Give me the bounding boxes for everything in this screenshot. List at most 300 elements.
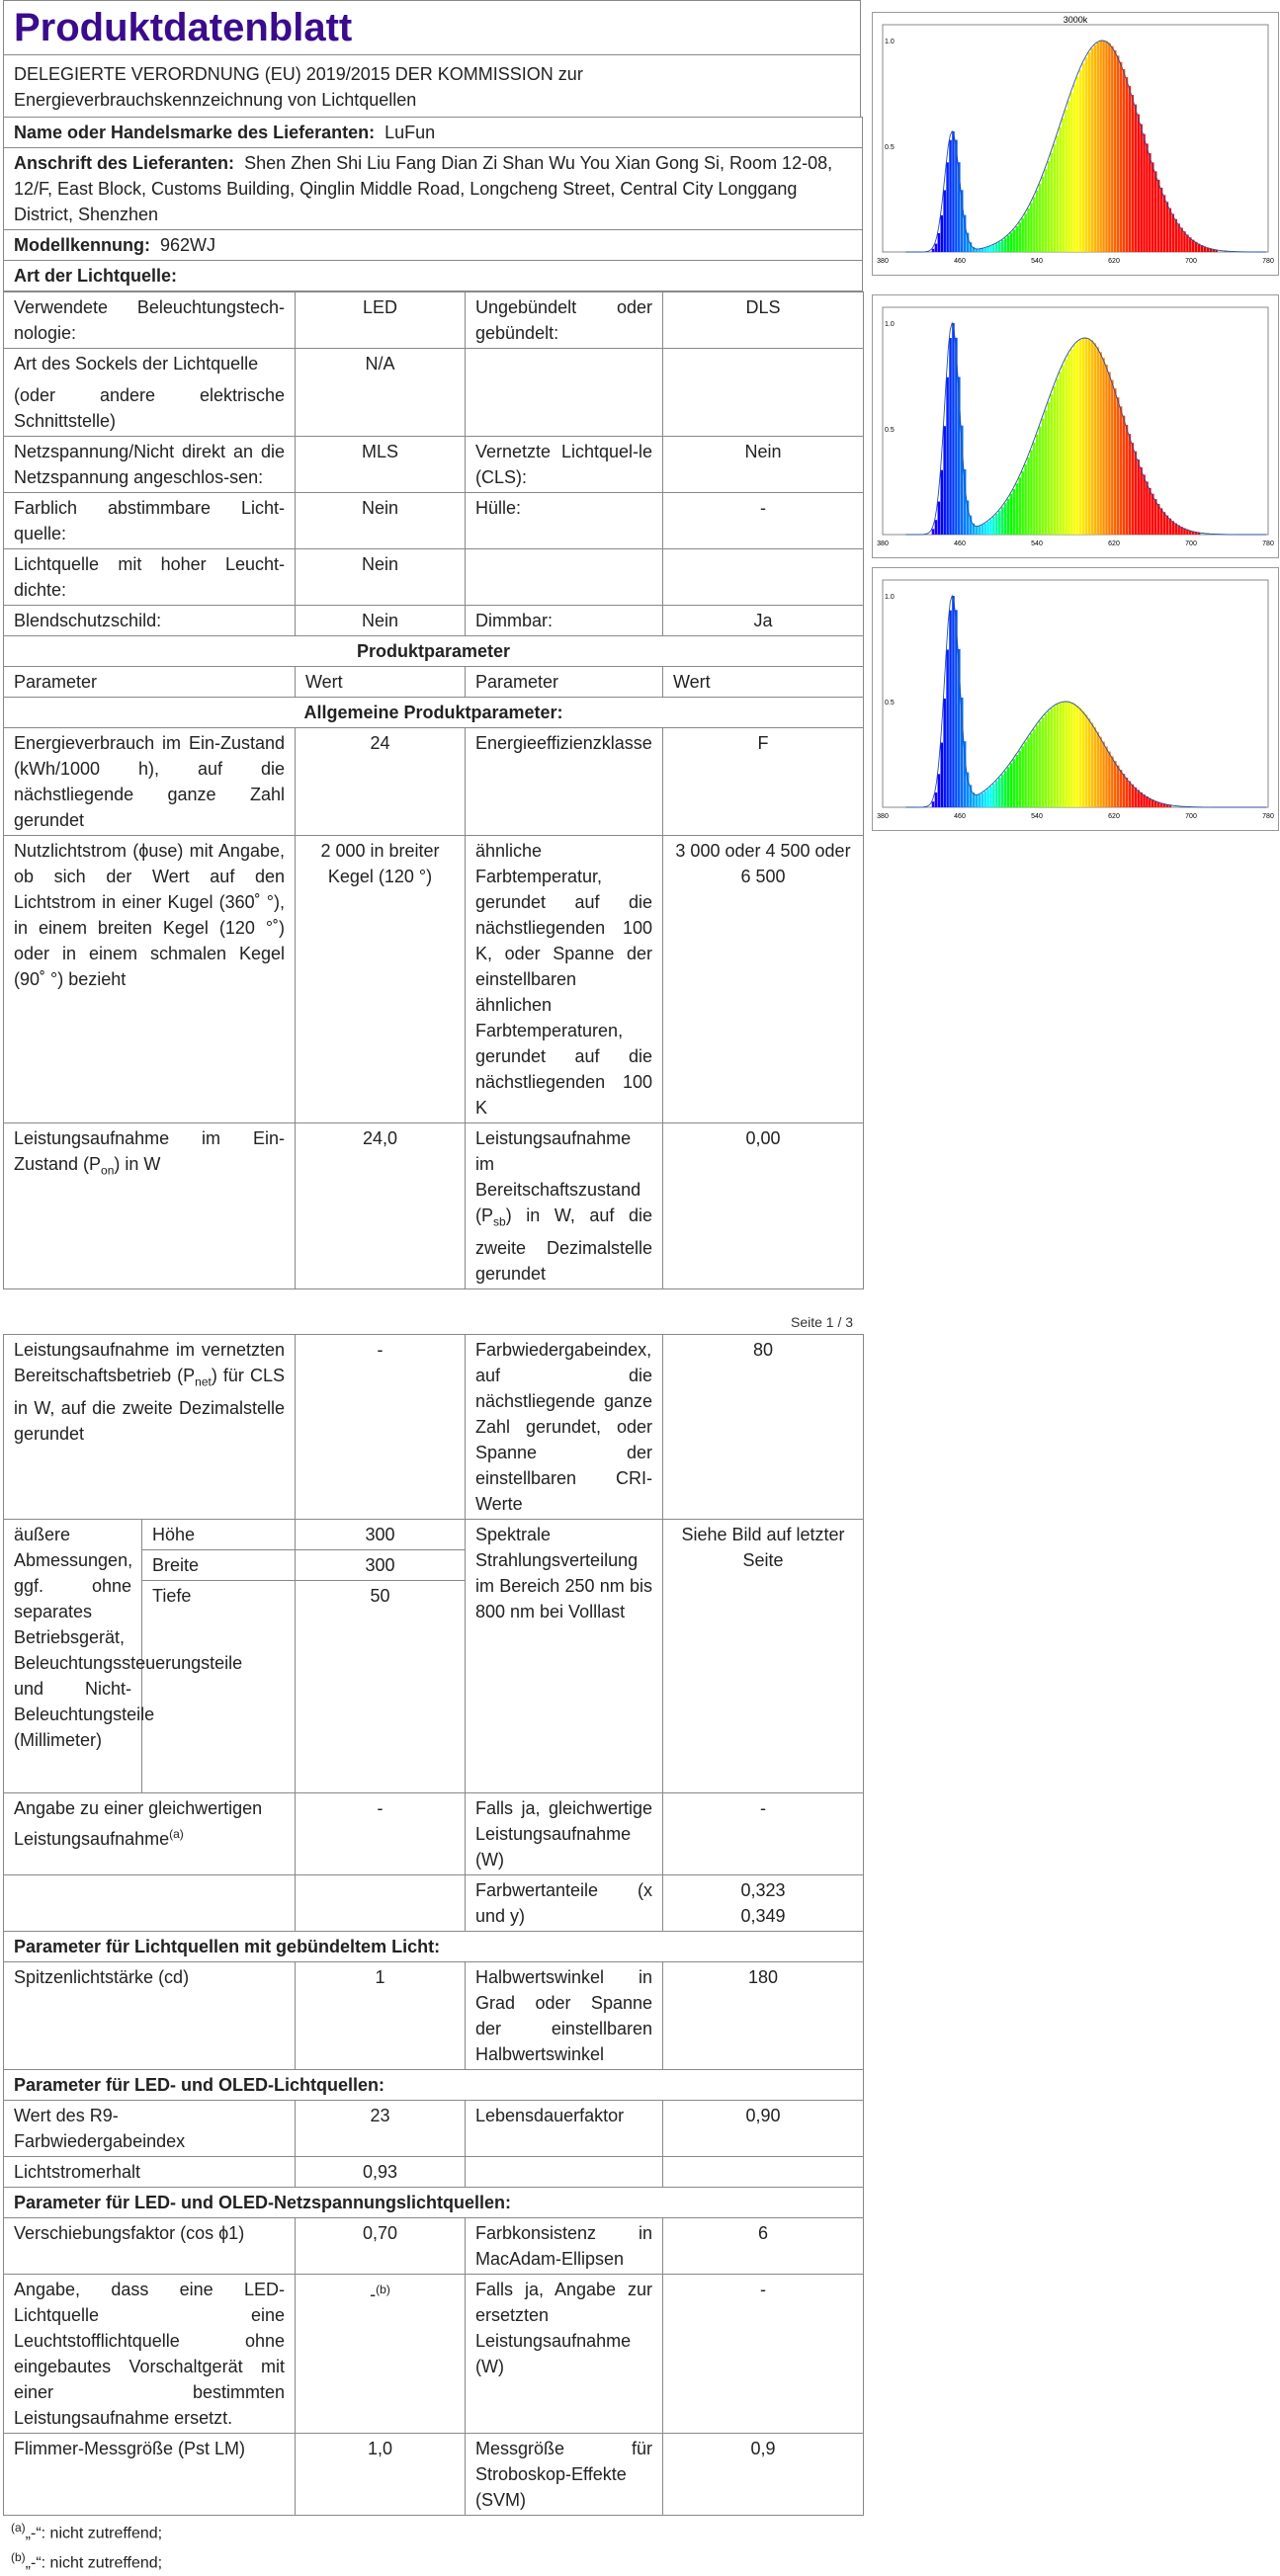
spectrum-bar	[932, 801, 935, 807]
spectrum-chart-2	[872, 294, 1279, 558]
param-value	[663, 1875, 864, 1932]
spectrum-bar	[1033, 443, 1036, 535]
param-label: Verwendete Beleuchtungstech-nologie:	[4, 292, 296, 349]
spectrum-bar	[1129, 434, 1132, 535]
spectrum-bar	[1048, 711, 1051, 807]
spectrum-bar	[1007, 235, 1010, 252]
param-value: -	[663, 2275, 864, 2434]
col-header-param: Parameter	[4, 667, 296, 698]
spectrum-bar	[952, 596, 955, 807]
spectrum-bar	[1117, 397, 1120, 535]
table-row	[4, 2101, 864, 2157]
spectrum-bar	[1016, 483, 1019, 535]
pon-sub: on	[101, 1163, 115, 1178]
pon-label: Leistungsaufnahme im Ein-Zustand (P	[14, 1128, 285, 1174]
spectrum-bar	[1021, 746, 1024, 807]
table-row	[4, 606, 864, 636]
spectrum-bar	[989, 787, 992, 807]
param-value: 0,90	[663, 2101, 864, 2157]
spectrum-bar	[1065, 110, 1067, 252]
y-tick-label: 1.0	[885, 594, 895, 601]
spectrum-bar	[1042, 177, 1045, 252]
spectrum-bar	[998, 511, 1001, 535]
col-header-value: Wert	[663, 667, 864, 698]
spectrum-bar	[1027, 208, 1030, 252]
spectrum-bar	[1059, 703, 1062, 807]
spectrum-bar	[1114, 761, 1117, 807]
table-row	[4, 2434, 864, 2516]
psb-label-end: ) in W, auf die zweite Dezimalstelle gerundet	[475, 1205, 652, 1284]
param-label: Angabe, dass eine LED-Lichtquelle eine Leuchtstofflichtquelle ohne eingebautes Vorschaltgerät mit einer bestimmten Leistungsaufnahme ersetzt.	[4, 2275, 296, 2434]
param-label: Falls ja, Angabe zur ersetzten Leistungsaufnahme (W)	[466, 2275, 663, 2434]
page2-table	[3, 1334, 864, 2516]
spectrum-bar	[998, 778, 1001, 807]
param-label	[4, 1335, 296, 1520]
spectrum-bar	[1085, 338, 1088, 535]
spectrum-bar	[1036, 191, 1039, 252]
table-row	[4, 1335, 864, 1520]
param-label: Farbwiedergabeindex, auf die nächstliegende ganze Zahl gerundet, oder Spanne der einstellbaren CRI-Werte	[466, 1335, 663, 1520]
spectrum-bar	[1045, 169, 1048, 252]
spectrum-bar	[1039, 427, 1042, 535]
spectrum-bar	[981, 793, 983, 807]
spectrum-bar	[1054, 706, 1057, 807]
spectrum-bar	[1073, 345, 1076, 535]
x-tick-label: 780	[1262, 540, 1274, 547]
param-label: Nutzlichtstrom (ϕuse) mit Angabe, ob sich der Wert auf den Lichtstrom in einer Kugel (360˚ °), in einem breiten Kegel (120 °˚) oder in einem schmalen Kegel (90˚ °) bezieht	[4, 836, 296, 1123]
light-source-heading: Art der Lichtquelle:	[4, 261, 863, 291]
spectrum-bar	[1004, 771, 1007, 807]
spectrum-bar	[1134, 452, 1137, 535]
spectrum-bar	[1036, 725, 1039, 807]
spectrum-bar	[949, 611, 952, 807]
dim-value: 300	[296, 1550, 466, 1581]
spectrum-bar	[1099, 737, 1102, 807]
spectrum-bar	[943, 426, 946, 535]
spectrum-bar	[1105, 747, 1108, 807]
spectrum-bar	[989, 246, 992, 252]
table-row	[4, 549, 864, 606]
spectrum-bar	[941, 743, 944, 807]
param-label: Lichtstromerhalt	[4, 2157, 296, 2188]
param-value: 0,70	[296, 2218, 466, 2275]
spectrum-chart-3	[872, 567, 1279, 831]
spectrum-bar	[1067, 354, 1070, 535]
spectrum-bar	[1180, 228, 1183, 252]
spectrum-svg	[873, 13, 1278, 275]
spectrum-bar	[1154, 499, 1157, 535]
spectrum-bar	[1126, 778, 1129, 807]
spectrum-bar	[1013, 759, 1016, 807]
spectrum-bar	[1096, 732, 1099, 807]
param-label: Spektrale Strahlungsverteilung im Bereich 250 nm bis 800 nm bei Volllast	[466, 1520, 663, 1793]
spectrum-bar	[1163, 512, 1166, 535]
param-label: Spitzenlichtstärke (cd)	[4, 1962, 296, 2070]
spectrum-bar	[986, 247, 989, 252]
spectrum-bar	[992, 517, 995, 535]
table-row	[4, 728, 864, 836]
param-value: 3 000 oder 4 500 oder 6 500	[663, 836, 864, 1123]
spectrum-bar	[949, 338, 952, 535]
spectrum-bar	[1094, 343, 1097, 535]
spectrum-bar	[1099, 352, 1102, 535]
spectrum-bar	[1152, 162, 1154, 252]
x-tick-label: 460	[954, 813, 966, 820]
psb-sub: sb	[493, 1214, 506, 1229]
spectrum-bar	[1079, 340, 1082, 535]
spectrum-bar	[1120, 406, 1123, 535]
param-value: -	[296, 1335, 466, 1520]
spectrum-bar	[1030, 203, 1033, 252]
spectrum-bar	[1057, 379, 1060, 535]
x-tick-label: 540	[1031, 540, 1043, 547]
spectrum-bar	[1174, 219, 1177, 252]
supplier-address-label: Anschrift des Lieferanten:	[14, 153, 235, 173]
param-value	[663, 549, 864, 606]
x-tick-label: 780	[1262, 813, 1274, 820]
spectrum-bar	[1094, 727, 1097, 807]
spectrum-bar	[1183, 231, 1186, 252]
footnote-b	[3, 2545, 863, 2575]
chroma-y: 0,349	[740, 1906, 786, 1926]
spectrum-bar	[1154, 171, 1157, 252]
spectrum-bar	[1177, 223, 1180, 252]
spectrum-bar	[1051, 394, 1054, 535]
spectrum-bar	[1073, 85, 1076, 252]
spectrum-bar	[1070, 93, 1073, 252]
x-tick-label: 620	[1108, 540, 1120, 547]
spectrum-bar	[1039, 721, 1042, 807]
param-value: 1	[296, 1962, 466, 2070]
param-value: Nein	[296, 606, 466, 636]
spectrum-bar	[943, 190, 946, 252]
spectrum-bar	[1102, 41, 1105, 252]
spectrum-bar	[932, 249, 935, 252]
spectrum-bar	[1146, 143, 1149, 252]
spectrum-bar	[1010, 233, 1013, 252]
spectrum-bar	[1096, 42, 1099, 252]
spectrum-bar	[1059, 127, 1062, 252]
spectrum-bar	[983, 791, 986, 807]
spectrum-bar	[941, 215, 944, 252]
pnet-label-end: ) für CLS in W, auf die zweite Dezimalstelle gerundet	[14, 1366, 285, 1444]
directional-heading: Parameter für Lichtquellen mit gebündeltem Licht:	[4, 1932, 864, 1962]
table-row	[4, 2218, 864, 2275]
spectrum-bar	[1070, 703, 1073, 807]
table-row	[4, 437, 864, 493]
spectrum-bar	[935, 244, 938, 252]
spectrum-svg	[873, 568, 1278, 830]
spectrum-bar	[989, 519, 992, 535]
param-value: -	[663, 493, 864, 549]
spectrum-bar	[1073, 704, 1076, 807]
x-tick-label: 380	[877, 813, 889, 820]
spectrum-bar	[1082, 63, 1085, 252]
spectrum-bar	[1001, 507, 1004, 535]
spectrum-bar	[1105, 365, 1108, 535]
spectrum-bar	[1021, 218, 1024, 252]
spectrum-bar	[1018, 222, 1021, 252]
spectrum-svg	[873, 295, 1278, 557]
spectrum-bar	[1094, 44, 1097, 252]
spectrum-bar	[1123, 774, 1126, 807]
general-params-heading: Allgemeine Produktparameter:	[4, 698, 864, 728]
table-row	[4, 292, 864, 349]
spectrum-bar	[1065, 702, 1067, 807]
spectrum-bar	[1082, 711, 1085, 807]
table-row	[4, 2157, 864, 2188]
spectrum-bar	[976, 526, 979, 535]
spectrum-bar	[1123, 69, 1126, 252]
col-header-param: Parameter	[466, 667, 663, 698]
spectrum-bar	[1057, 135, 1060, 252]
param-value: -	[296, 1793, 466, 1875]
spectrum-bar	[1149, 153, 1152, 252]
spectrum-bar	[1088, 52, 1091, 252]
model-value: 962WJ	[160, 235, 216, 255]
socket-label: Art des Sockels der Lichtquelle	[14, 354, 259, 374]
x-tick-label: 700	[1185, 540, 1197, 547]
page-number: Seite 1 / 3	[791, 1314, 854, 1330]
param-value: 24	[296, 728, 466, 836]
spectrum-bar	[1030, 733, 1033, 807]
spectrum-bar	[992, 245, 995, 252]
spectrum-bar	[1054, 144, 1057, 252]
spectrum-bar	[1114, 388, 1117, 535]
spectrum-bar	[979, 794, 981, 807]
spectrum-bar	[1120, 62, 1123, 252]
param-value: Nein	[663, 437, 864, 493]
param-value: Ja	[663, 606, 864, 636]
spectrum-bar	[1010, 494, 1013, 535]
spectrum-bar	[1076, 77, 1079, 252]
equiv-sup: (a)	[169, 1827, 184, 1841]
param-label: Vernetzte Lichtquel-le (CLS):	[466, 437, 663, 493]
spectrum-bar	[1140, 792, 1143, 807]
spectrum-bar	[946, 162, 949, 252]
spectrum-bar	[1051, 153, 1054, 252]
spectrum-bar	[1079, 70, 1082, 252]
x-tick-label: 380	[877, 540, 889, 547]
param-label: Energieeffizienzklasse	[466, 728, 663, 836]
x-tick-label: 700	[1185, 258, 1197, 265]
spectrum-bar	[1091, 722, 1094, 807]
spectrum-bar	[1134, 105, 1137, 252]
spectrum-bar	[938, 502, 941, 535]
spectrum-bar	[1117, 766, 1120, 807]
spectrum-bar	[1016, 755, 1019, 807]
supplier-table	[3, 117, 863, 291]
page-title: Produktdatenblatt	[3, 0, 861, 54]
param-label: Flimmer-Messgröße (Pst LM)	[4, 2434, 296, 2516]
spectrum-bar	[1030, 451, 1033, 535]
param-label: Farbwertanteile (x und y)	[466, 1875, 663, 1932]
spectrum-bar	[1163, 195, 1166, 252]
spectrum-bar	[1065, 360, 1067, 535]
spectrum-bar	[1067, 702, 1070, 807]
spectrum-bar	[1016, 226, 1019, 252]
spectrum-bar	[1143, 134, 1146, 252]
spectrum-bar	[1057, 705, 1060, 807]
spectrum-bar	[1105, 42, 1108, 252]
param-label	[466, 349, 663, 437]
param-value: MLS	[296, 437, 466, 493]
footnote-mark: (a)	[11, 2521, 26, 2534]
spectrum-bar	[1045, 410, 1048, 535]
spectrum-bar	[983, 248, 986, 252]
spectrum-bar	[1157, 504, 1160, 535]
spectrum-bar	[1004, 238, 1007, 252]
spectrum-bar	[1160, 508, 1163, 535]
spectrum-bar	[1042, 418, 1045, 535]
param-label: Falls ja, gleichwertige Leistungsaufnahme (W)	[466, 1793, 663, 1875]
param-value: 1,0	[296, 2434, 466, 2516]
spectrum-bar	[992, 784, 995, 807]
param-label: Hülle:	[466, 493, 663, 549]
light-source-table	[3, 291, 864, 1289]
spectrum-bar	[1091, 48, 1094, 252]
dim-value: 300	[296, 1520, 466, 1550]
spectrum-bar	[1033, 729, 1036, 807]
spectrum-bar	[1096, 347, 1099, 535]
param-value: -	[663, 1793, 864, 1875]
spectrum-bar	[1085, 714, 1088, 807]
table-row	[4, 1123, 864, 1289]
spectrum-bar	[1085, 57, 1088, 252]
spectrum-bar	[1088, 339, 1091, 535]
spectrum-bar	[976, 794, 979, 807]
param-value: 180	[663, 1962, 864, 2070]
param-value: 0,93	[296, 2157, 466, 2188]
param-label	[466, 549, 663, 606]
spectrum-bar	[1126, 77, 1129, 252]
spectrum-bar	[1033, 197, 1036, 252]
spectrum-bar	[1143, 474, 1146, 535]
spectrum-bar	[1099, 42, 1102, 252]
pon-label-end: ) in W	[114, 1154, 161, 1174]
param-value: 0,00	[663, 1123, 864, 1289]
spectrum-bar	[1001, 240, 1004, 252]
spectrum-bar	[1021, 471, 1024, 535]
spectrum-bar	[1010, 763, 1013, 807]
spectrum-bar	[1149, 488, 1152, 535]
param-label: äußere Abmessungen, ggf. ohne separates Betriebsgerät, Beleuchtungssteuerungsteile und Nicht-Beleuchtungsteile (Millimeter)	[4, 1520, 142, 1793]
spectrum-bar	[952, 131, 955, 252]
supplier-name-label: Name oder Handelsmarke des Lieferanten:	[14, 123, 376, 142]
spectrum-bar	[995, 243, 998, 252]
footnote-text: „-“: nicht zutreffend;	[25, 2525, 163, 2542]
datasheet-page-2	[3, 1334, 863, 2576]
y-tick-label: 0.5	[885, 427, 895, 434]
equiv-label: Angabe zu einer gleichwertigen Leistungsaufnahme	[14, 1798, 263, 1849]
spectrum-bar	[1111, 46, 1114, 252]
param-value: 0,9	[663, 2434, 864, 2516]
spectrum-bar	[1082, 338, 1085, 535]
spectrum-bar	[1076, 342, 1079, 535]
spectrum-bar	[1001, 775, 1004, 807]
spectrum-bar	[1111, 756, 1114, 807]
spectrum-bar	[1007, 767, 1010, 807]
spectrum-bar	[1157, 180, 1160, 252]
spectrum-bar	[1111, 380, 1114, 535]
spectrum-bar	[1013, 489, 1016, 535]
spectrum-bar	[1091, 340, 1094, 535]
param-value: Nein	[296, 549, 466, 606]
param-value	[663, 349, 864, 437]
param-label	[4, 1793, 296, 1875]
repl-sup: (b)	[376, 2283, 390, 2296]
spectrum-bar	[1137, 459, 1140, 535]
spectrum-bar	[1024, 213, 1027, 252]
spectrum-bar	[995, 781, 998, 807]
table-row	[4, 1793, 864, 1875]
x-tick-label: 460	[954, 258, 966, 265]
spectrum-bar	[986, 522, 989, 535]
supplier-name-value: LuFun	[384, 123, 436, 142]
param-label: Lichtquelle mit hoher Leucht-dichte:	[4, 549, 296, 606]
socket-label-note: (oder andere elektrische Schnittstelle)	[14, 385, 285, 431]
spectrum-bar	[1146, 481, 1149, 535]
spectrum-bar	[981, 248, 983, 252]
param-value: 24,0	[296, 1123, 466, 1289]
param-value: N/A	[296, 349, 466, 437]
y-tick-label: 0.5	[885, 700, 895, 706]
spectrum-bar	[1070, 349, 1073, 535]
spectrum-bar	[1062, 119, 1065, 252]
param-label: Blendschutzschild:	[4, 606, 296, 636]
table-row	[4, 1875, 864, 1932]
y-tick-label: 1.0	[885, 321, 895, 328]
spectrum-bar	[1140, 467, 1143, 535]
spectrum-bar	[1134, 788, 1137, 807]
x-tick-label: 780	[1262, 258, 1274, 265]
col-header-value: Wert	[296, 667, 466, 698]
spectrum-bar	[1132, 443, 1135, 535]
spectrum-bar	[998, 242, 1001, 252]
param-label: Messgröße für Stroboskop-Effekte (SVM)	[466, 2434, 663, 2516]
spectrum-bar	[1126, 425, 1129, 535]
x-tick-label: 460	[954, 540, 966, 547]
param-label	[4, 349, 296, 437]
spectrum-bar	[1108, 372, 1111, 535]
chroma-x: 0,323	[740, 1880, 786, 1900]
spectrum-bar	[1059, 372, 1062, 535]
spectrum-bar	[1018, 477, 1021, 535]
pnet-sub: net	[195, 1374, 212, 1389]
footnote-text: „-“: nicht zutreffend;	[25, 2554, 163, 2572]
table-row	[4, 493, 864, 549]
spectrum-bar	[1051, 708, 1054, 807]
param-label: Farblich abstimmbare Licht-quelle:	[4, 493, 296, 549]
chart-title: 3000k	[1063, 15, 1088, 25]
spectrum-bar	[979, 526, 981, 535]
param-value: 6	[663, 2218, 864, 2275]
param-label: Dimmbar:	[466, 606, 663, 636]
param-label	[466, 1123, 663, 1289]
param-label: Wert des R9-Farbwiedergabeindex	[4, 2101, 296, 2157]
x-tick-label: 620	[1108, 813, 1120, 820]
param-label: Verschiebungsfaktor (cos ϕ1)	[4, 2218, 296, 2275]
param-label	[4, 1123, 296, 1289]
x-tick-label: 380	[877, 258, 889, 265]
spectrum-bar	[983, 524, 986, 535]
dim-value: 50	[296, 1581, 466, 1793]
datasheet-page-1	[3, 0, 861, 1289]
x-tick-label: 620	[1108, 258, 1120, 265]
mains-heading: Parameter für LED- und OLED-Netzspannungslichtquellen:	[4, 2188, 864, 2218]
spectrum-bar	[1166, 202, 1169, 252]
spectrum-bar	[1123, 416, 1126, 535]
